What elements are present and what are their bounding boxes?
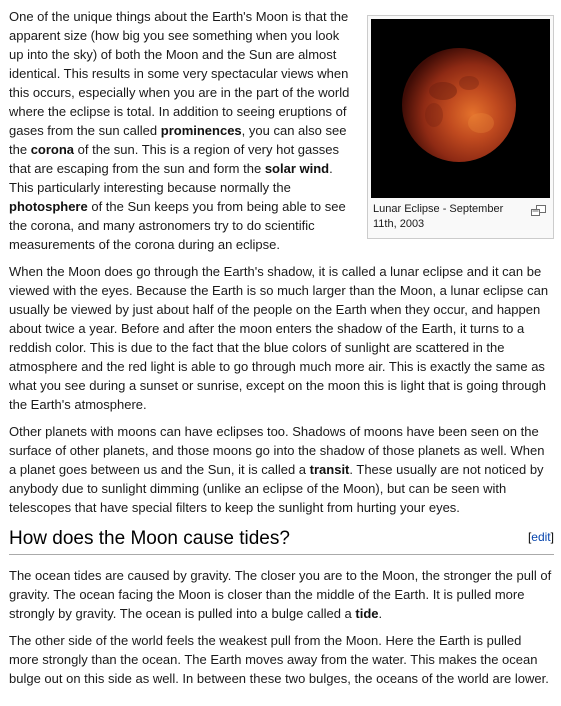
term-transit: transit xyxy=(309,462,350,477)
edit-section xyxy=(528,525,554,549)
term-solar-wind: solar wind xyxy=(264,161,330,176)
term-photosphere: photosphere xyxy=(9,199,88,214)
paragraph-tides-far-side: The other side of the world feels the weakest pull from the Moon. Here the Earth is pulled more strongly than the ocean. The Earth moves away from the water. This makes the ocean bulge out on this side as well. In between these two bulges, the oceans of the world are lower. xyxy=(9,633,549,686)
term-tide: tide xyxy=(355,606,379,621)
edit-link[interactable]: edit xyxy=(531,530,551,544)
moon-disc xyxy=(402,48,516,162)
edit-bracket-close: ] xyxy=(550,530,554,544)
text-run: of the Sun keeps you from being able to see the corona, and many astronomers try to do scientific measurements of the corona during an eclipse. xyxy=(9,199,346,252)
text-run: . These usually are not noticed by anybody due to sunlight dimming (unlike an eclipse of the Moon), but can be seen with telescopes that have special filters to keep the sunlight from hurting your eyes. xyxy=(9,462,544,515)
paragraph-tides-gravity xyxy=(9,566,554,623)
figure-caption xyxy=(371,198,550,235)
figure-lunar-eclipse xyxy=(367,15,554,239)
lunar-eclipse-image[interactable] xyxy=(371,19,550,198)
text-run: The ocean tides are caused by gravity. The closer you are to the Moon, the stronger the pull of gravity. The ocean facing the Moon is closer than the middle of the Earth. It is pulled more strongly by gravity. The ocean is pulled into a bulge called a xyxy=(9,568,552,621)
term-prominences: prominences xyxy=(160,123,242,138)
section-heading-tides xyxy=(9,527,554,555)
article-content xyxy=(9,7,554,696)
text-run: of the sun. This is a region of very hot gasses that are escaping from the sun and form the xyxy=(9,142,339,176)
text-run: Other planets with moons can have eclipses too. Shadows of moons have been seen on the surface of other planets, and those moons go into the shadow of those planets as well. When a planet goes between us and the Sun, it is called a xyxy=(9,424,545,477)
text-run: One of the unique things about the Earth's Moon is that the apparent size (how big you see something when you look up into the sky) of both the Moon and the Sun are almost identical. This results in some very spectacular views when this occurs, especially when you are in the part of the world where the eclipse is total. In addition to seeing eruptions of gases from the sun called xyxy=(9,9,350,138)
magnify-icon[interactable] xyxy=(531,205,546,216)
figure-caption-text: Lunar Eclipse - September 11th, 2003 xyxy=(373,203,504,230)
term-corona: corona xyxy=(30,142,75,157)
text-run: , you can also see the xyxy=(9,123,347,157)
section-heading-text: How does the Moon cause tides? xyxy=(9,528,290,549)
edit-bracket-open: [ xyxy=(527,530,532,544)
paragraph-lunar-eclipse: When the Moon does go through the Earth's shadow, it is called a lunar eclipse and it can be viewed with the eyes. Because the Earth is so much larger than the Moon, a lunar eclipse can usually be viewed by just about half of the people on the Earth when they occur, and happen about twice a year. Before and after the moon enters the shadow of the Earth, it turns to a reddish color. This is due to the fact that the blue colors of sunlight are scattered in the atmosphere and the red light is able to go through much more air. This is exactly the same as what you see during a sunset or sunrise, except on the moon this is light that is going through the Earth's atmosphere. xyxy=(9,264,549,412)
text-run: . xyxy=(378,606,383,621)
text-run: . This particularly interesting because normally the xyxy=(9,161,333,195)
paragraph-other-planets xyxy=(9,422,554,517)
